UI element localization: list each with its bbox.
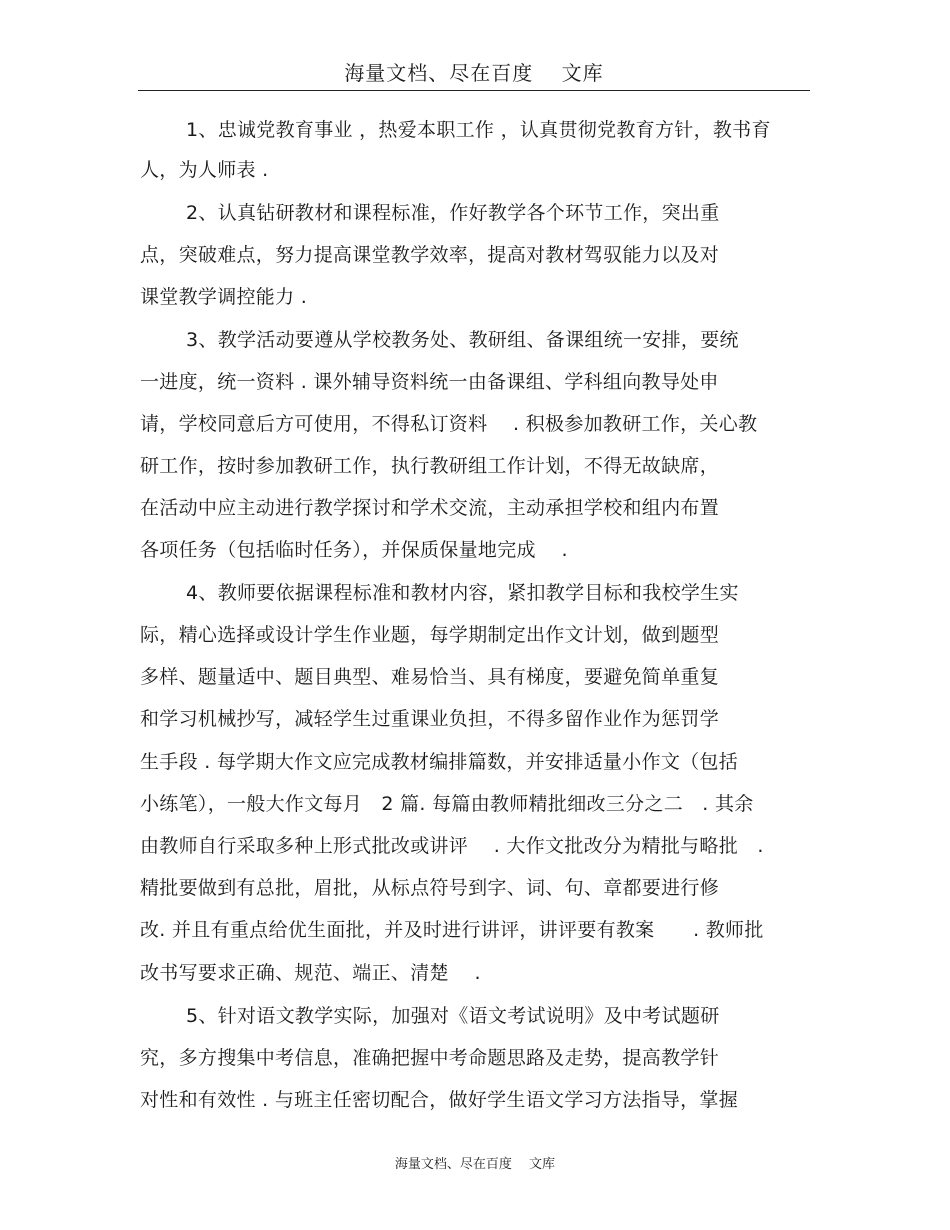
p4-line7: 由教师自行采取多种上形式批改或讲评 . 大作文批改分为精批与略批 . <box>140 835 764 857</box>
p5-line3: 对性和有效性 . 与班主任密切配合，做好学生语文学习方法指导，掌握 <box>140 1089 739 1111</box>
p4-line10: 改书写要求正确、规范、端正、清楚 . <box>140 962 481 984</box>
p2-line3: 课堂教学调控能力 . <box>140 286 308 308</box>
page-footer <box>0 1156 950 1174</box>
p5-line1: 5、针对语文教学实际，加强对《语文考试说明》及中考试题研 <box>186 1005 720 1027</box>
p4-line9: 改. 并且有重点给优生面批，并及时进行讲评，讲评要有教案 . 教师批 <box>140 919 764 941</box>
p3-line3: 请，学校同意后方可使用，不得私订资料 . 积极参加教研工作，关心教 <box>140 413 758 435</box>
p1-line2: 人，为人师表 . <box>140 159 269 181</box>
p2-line2: 点，突破难点，努力提高课堂教学效率，提高对教材驾驭能力以及对 <box>140 244 720 266</box>
p5-line2: 究，多方搜集中考信息，准确把握中考命题思路及走势，提高教学针 <box>140 1047 720 1069</box>
footer-text: 海量文档、尽在百度 文库 <box>394 1157 556 1172</box>
p2-line1: 2、认真钻研教材和课程标准，作好教学各个环节工作，突出重 <box>186 202 720 224</box>
p4-line6: 小练笔），一般大作文每月 2 篇. 每篇由教师精批细改三分之二 . 其余 <box>140 793 754 815</box>
p3-line6: 各项任务（包括临时任务），并保质保量地完成 . <box>140 539 568 561</box>
p3-line1: 3、教学活动要遵从学校教务处、教研组、备课组统一安排，要统 <box>186 329 739 351</box>
p4-line5: 生手段 . 每学期大作文应完成教材编排篇数，并安排适量小作文（包括 <box>140 751 739 773</box>
header-title: 海量文档、尽在百度 文库 <box>344 61 604 85</box>
p1-line1: 1、忠诚党教育事业 ，热爱本职工作 ，认真贯彻党教育方针，教书育 <box>186 119 771 141</box>
p4-line4: 和学习机械抄写，减轻学生过重课业负担，不得多留作业作为惩罚学 <box>140 708 720 730</box>
p4-line1: 4、教师要依据课程标准和教材内容，紧扣教学目标和我校学生实 <box>186 582 739 604</box>
page-header <box>138 58 810 91</box>
p4-line2: 际，精心选择或设计学生作业题，每学期制定出作文计划，做到题型 <box>140 624 720 646</box>
p4-line8: 精批要做到有总批，眉批，从标点符号到字、词、句、章都要进行修 <box>140 877 720 899</box>
p3-line5: 在活动中应主动进行教学探讨和学术交流，主动承担学校和组内布置 <box>140 497 720 519</box>
p3-line2: 一进度，统一资料 . 课外辅导资料统一由备课组、学科组向教导处申 <box>140 371 719 393</box>
p3-line4: 研工作，按时参加教研工作，执行教研组工作计划，不得无故缺席， <box>140 455 720 477</box>
p4-line3: 多样、题量适中、题目典型、难易恰当、具有梯度，要避免简单重复 <box>140 666 720 688</box>
